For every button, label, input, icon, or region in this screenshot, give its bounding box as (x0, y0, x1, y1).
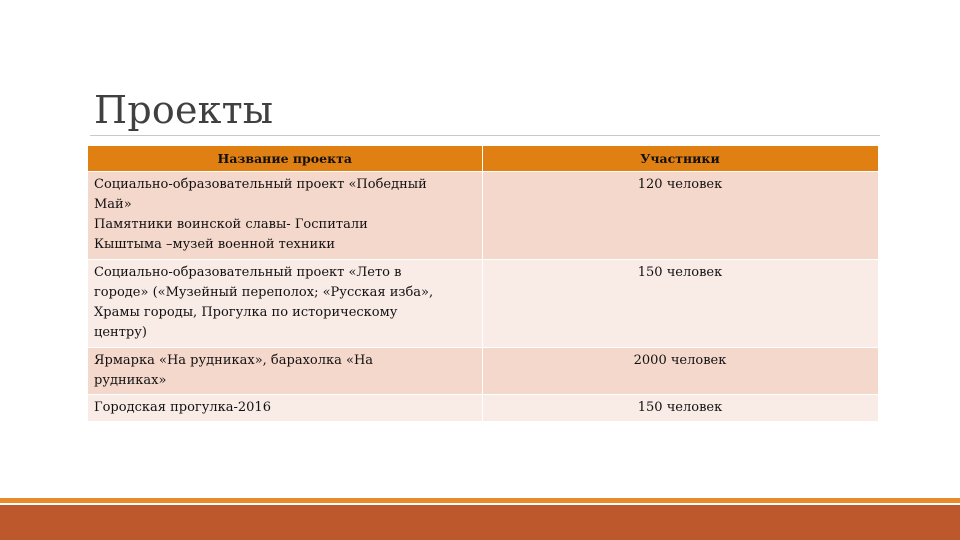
project-name-line: городе» («Музейный переполох; «Русская изба», (94, 285, 434, 300)
project-name-cell (88, 260, 482, 348)
project-name-line: центру) (94, 325, 147, 340)
slide-title: Проекты (94, 88, 274, 132)
table-row (88, 395, 878, 422)
table-row (88, 172, 878, 260)
footer-band (0, 505, 960, 540)
project-name-cell (88, 395, 482, 422)
projects-table (88, 146, 879, 421)
project-name-line: Городская прогулка-2016 (94, 400, 271, 415)
project-name-line: Кыштыма –музей военной техники (94, 237, 335, 252)
table-header-row (88, 146, 878, 172)
title-divider (90, 135, 880, 136)
project-name-line: Ярмарка «На рудниках», барахолка «На (94, 353, 374, 368)
project-name-line: Социально-образовательный проект «Лето в (94, 265, 402, 280)
participants-cell: 2000 человек (482, 348, 878, 395)
participants-cell: 150 человек (482, 260, 878, 348)
project-name-line: рудниках» (94, 373, 167, 388)
project-name-cell (88, 348, 482, 395)
project-name-line: Храмы городы, Прогулка по историческому (94, 305, 398, 320)
participants-cell: 120 человек (482, 172, 878, 260)
column-header-participants: Участники (482, 146, 878, 172)
participants-cell: 150 человек (482, 395, 878, 422)
project-name-line: Памятники воинской славы- Госпитали (94, 217, 368, 232)
column-header-project-name: Название проекта (88, 146, 482, 172)
project-name-line: Май» (94, 197, 132, 212)
project-name-cell (88, 172, 482, 260)
table-row (88, 260, 878, 348)
table-row (88, 348, 878, 395)
project-name-line: Социально-образовательный проект «Победный (94, 177, 427, 192)
